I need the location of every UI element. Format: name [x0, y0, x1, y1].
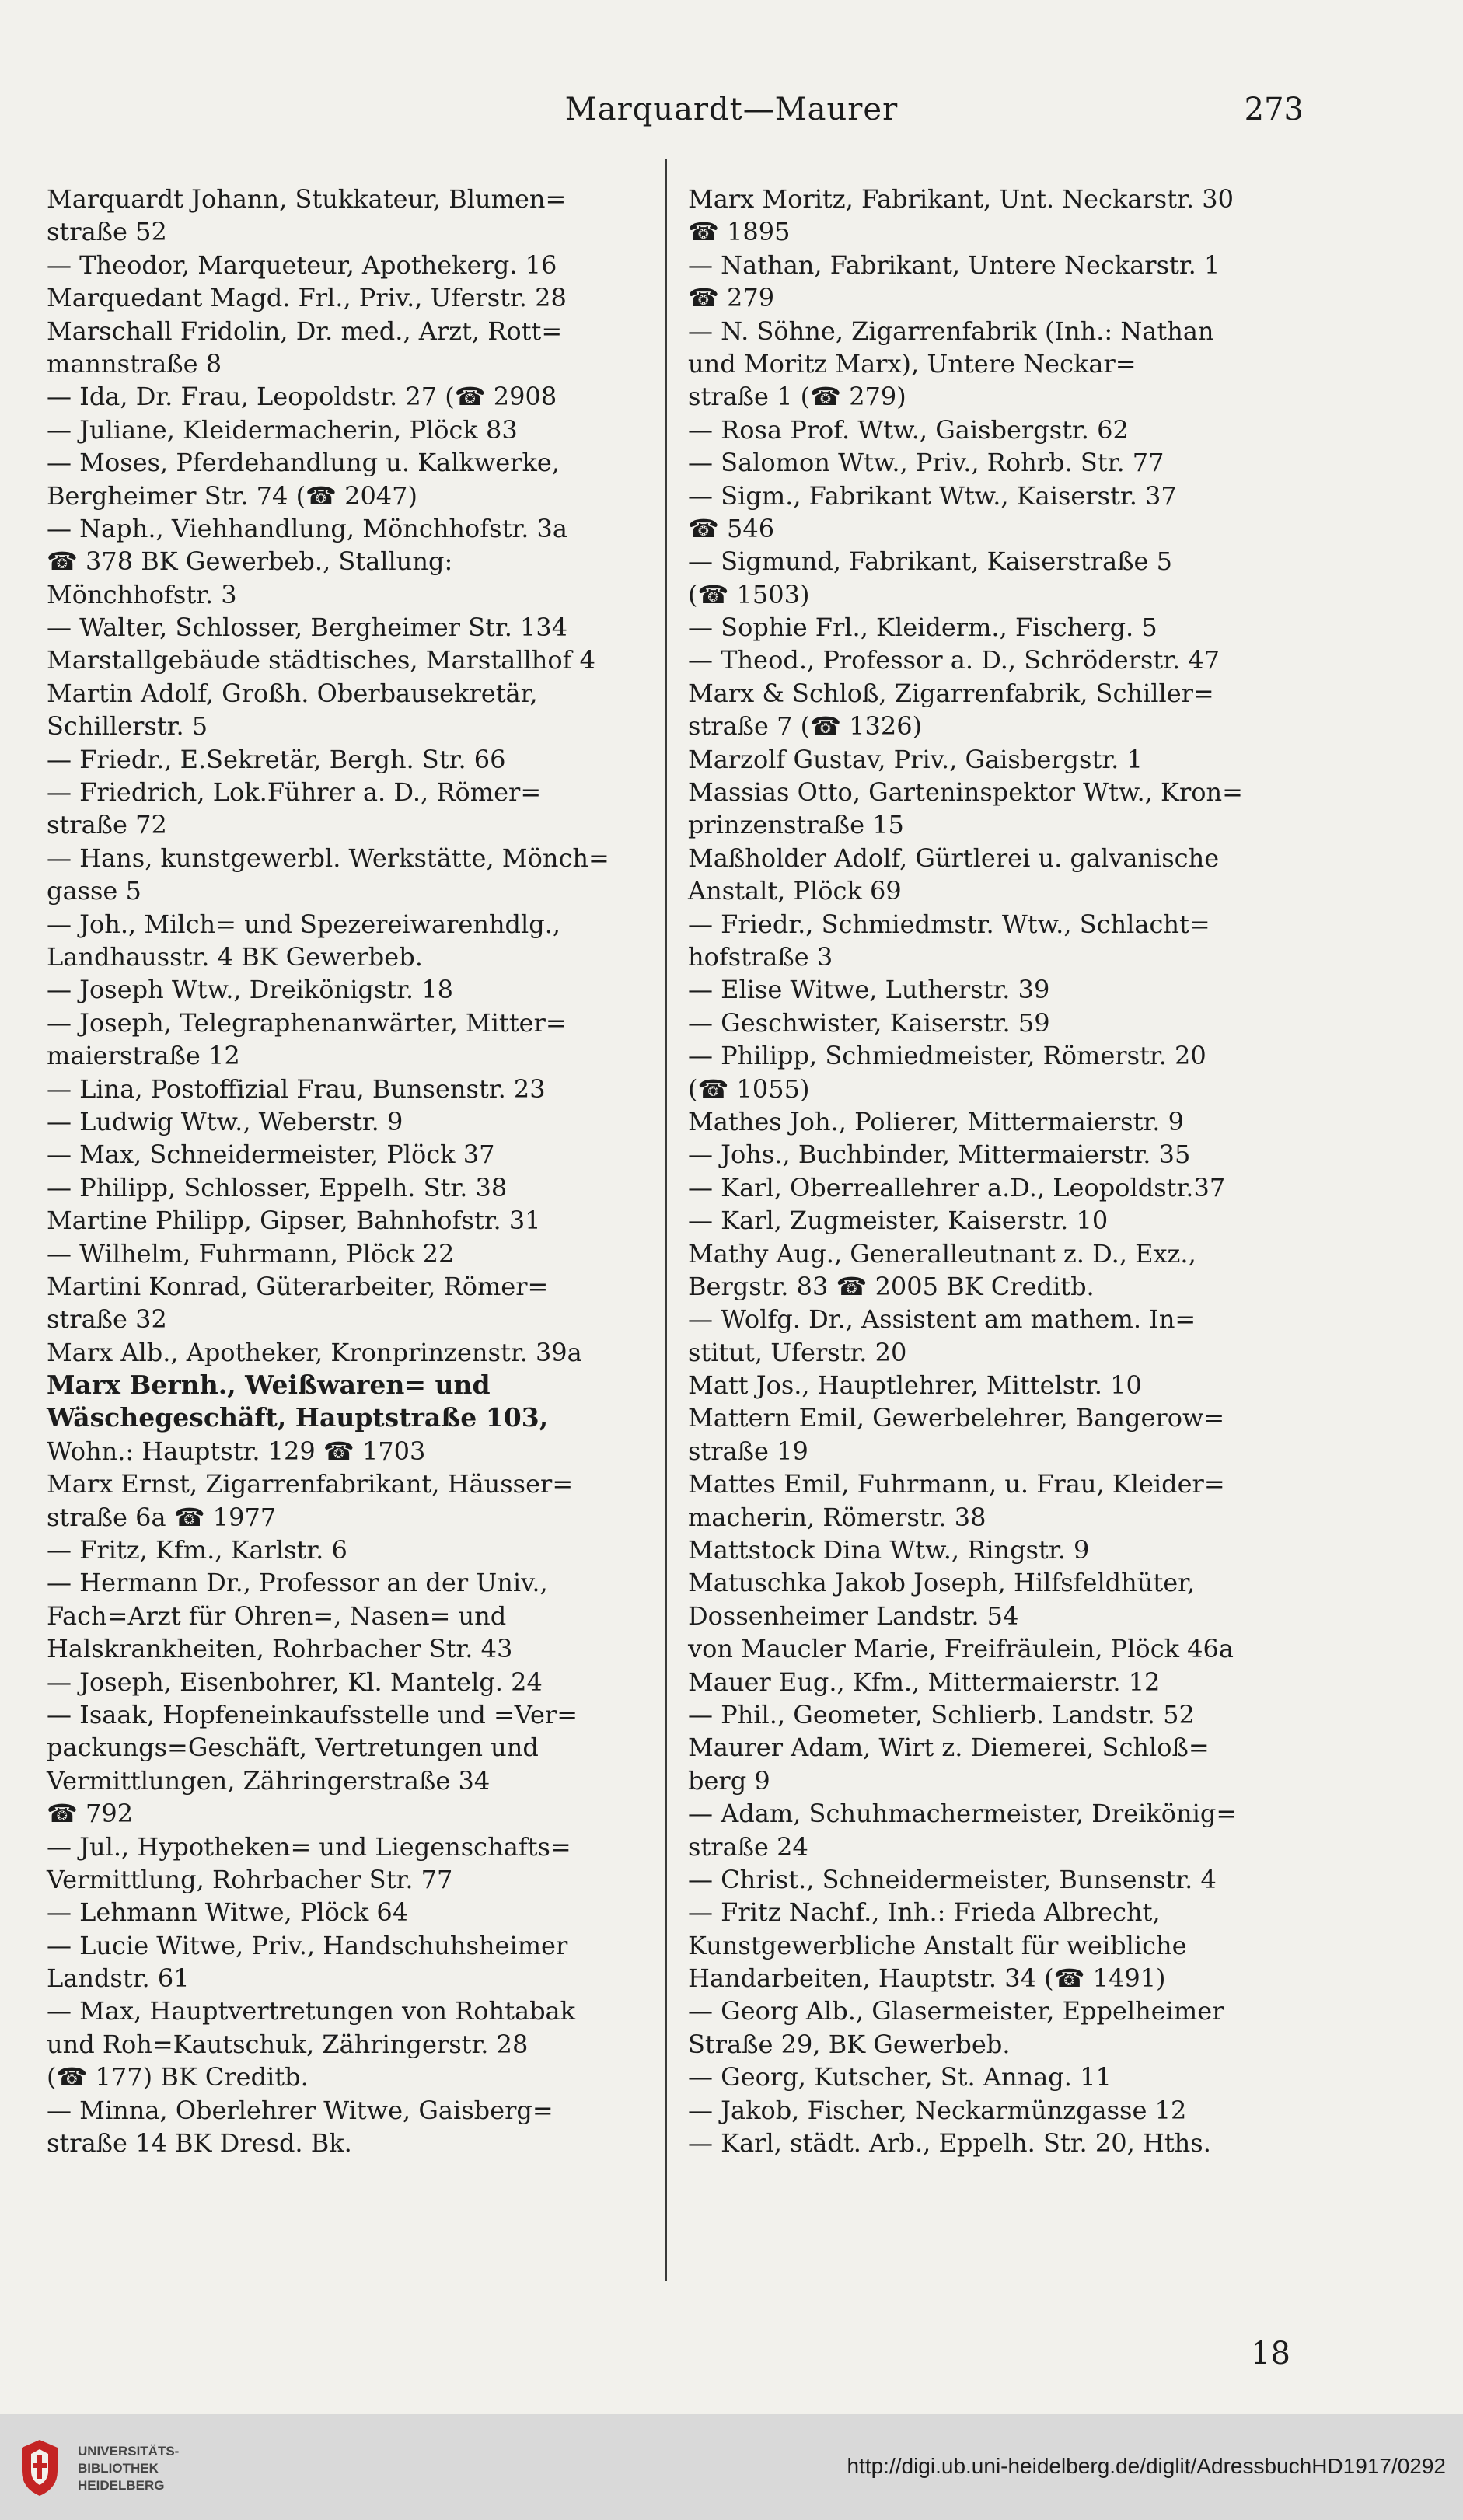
- directory-entry-line: Marzolf Gustav, Priv., Gaisbergstr. 1: [688, 744, 1143, 774]
- directory-entry-line: Mönchhofstr. 3: [47, 579, 237, 609]
- directory-entry-line: — Wilhelm, Fuhrmann, Plöck 22: [47, 1238, 455, 1269]
- university-seal-icon: [17, 2437, 62, 2499]
- directory-entry-line: Vermittlungen, Zähringerstraße 34: [47, 1765, 491, 1796]
- directory-entry-line: — Georg, Kutscher, St. Annag. 11: [688, 2062, 1112, 2092]
- directory-entry-line: — Joh., Milch= und Spezereiwarenhdlg.,: [47, 909, 561, 939]
- directory-entry-line: Schillerstr. 5: [47, 711, 208, 742]
- directory-entry-line: Matuschka Jakob Joseph, Hilfsfeldhüter,: [688, 1568, 1196, 1598]
- directory-entry-line: — Friedr., E.Sekretär, Bergh. Str. 66: [47, 744, 506, 774]
- directory-entry-line: Landstr. 61: [47, 1963, 190, 1994]
- directory-entry-line: Straße 29, BK Gewerbeb.: [688, 2029, 1011, 2059]
- directory-entry-line: — Joseph, Telegraphenanwärter, Mitter=: [47, 1007, 567, 1038]
- directory-entry-line: Marquedant Magd. Frl., Priv., Uferstr. 28: [47, 283, 567, 313]
- directory-entry-line: macherin, Römerstr. 38: [688, 1502, 986, 1532]
- directory-entry-line: — Nathan, Fabrikant, Untere Neckarstr. 1: [688, 250, 1220, 280]
- permalink-url[interactable]: http://digi.ub.uni-heidelberg.de/diglit/AdressbuchHD1917/0292: [847, 2454, 1446, 2478]
- directory-entry-line: — Wolfg. Dr., Assistent am mathem. In=: [688, 1304, 1196, 1335]
- directory-entry-line: Marschall Fridolin, Dr. med., Arzt, Rott=: [47, 316, 563, 346]
- directory-entry-line: — Naph., Viehhandlung, Mönchhofstr. 3a: [47, 513, 567, 543]
- directory-entry-line: Kunstgewerbliche Anstalt für weibliche: [688, 1930, 1187, 1960]
- directory-entry-line: Maurer Adam, Wirt z. Diemerei, Schloß=: [688, 1733, 1210, 1763]
- directory-entry-line: ☎ 1895: [688, 217, 791, 247]
- directory-entry-line: — Max, Hauptvertretungen von Rohtabak: [47, 1996, 576, 2026]
- directory-entry-line: — Johs., Buchbinder, Mittermaierstr. 35: [688, 1140, 1191, 1170]
- directory-entry-line: straße 6a ☎ 1977: [47, 1502, 277, 1532]
- right-column: [688, 183, 1318, 2159]
- directory-entry-line: — Fritz, Kfm., Karlstr. 6: [47, 1535, 347, 1565]
- directory-entry-line: ☎ 546: [688, 513, 775, 543]
- directory-entry-line: — Karl, städt. Arb., Eppelh. Str. 20, Hths.: [688, 2128, 1211, 2159]
- directory-entry-line: Mauer Eug., Kfm., Mittermaierstr. 12: [688, 1667, 1161, 1697]
- directory-entry-line: — Theodor, Marqueteur, Apothekerg. 16: [47, 250, 557, 280]
- directory-entry-line: stitut, Uferstr. 20: [688, 1337, 907, 1367]
- directory-entry-line: — Theod., Professor a. D., Schröderstr. 47: [688, 645, 1220, 675]
- directory-entry-line: Maßholder Adolf, Gürtlerei u. galvanische: [688, 843, 1220, 873]
- directory-entry-line: Marx & Schloß, Zigarrenfabrik, Schiller=: [688, 678, 1214, 708]
- directory-entry-line: straße 52: [47, 217, 167, 247]
- directory-entry-line: Marx Ernst, Zigarrenfabrikant, Häusser=: [47, 1469, 574, 1499]
- directory-entry-line: — Christ., Schneidermeister, Bunsenstr. 4: [688, 1864, 1217, 1894]
- directory-entry-line: — Joseph, Eisenbohrer, Kl. Mantelg. 24: [47, 1667, 543, 1697]
- directory-entry-line: — Salomon Wtw., Priv., Rohrb. Str. 77: [688, 448, 1164, 478]
- directory-entry-line: straße 32: [47, 1304, 167, 1335]
- directory-entry-line: Martini Konrad, Güterarbeiter, Römer=: [47, 1271, 549, 1301]
- directory-entry-line: — Elise Witwe, Lutherstr. 39: [688, 975, 1050, 1005]
- directory-entry-line: — Philipp, Schmiedmeister, Römerstr. 20: [688, 1041, 1206, 1071]
- directory-entry-line: Mathes Joh., Polierer, Mittermaierstr. 9: [688, 1106, 1184, 1136]
- directory-entry-line: Anstalt, Plöck 69: [688, 876, 902, 906]
- directory-entry-line: und Roh=Kautschuk, Zähringerstr. 28: [47, 2029, 529, 2059]
- directory-entry-line: Landhausstr. 4 BK Gewerbeb.: [47, 941, 423, 972]
- directory-entry-line: Wäschegeschäft, Hauptstraße 103,: [47, 1402, 549, 1433]
- page-number: 273: [1244, 92, 1304, 127]
- directory-entry-line: straße 24: [688, 1831, 808, 1862]
- directory-entry-line: und Moritz Marx), Untere Neckar=: [688, 348, 1137, 379]
- directory-entry-line: — Phil., Geometer, Schlierb. Landstr. 52: [688, 1699, 1195, 1729]
- directory-entry-line: Marx Bernh., Weißwaren= und: [47, 1370, 491, 1401]
- directory-entry-line: (☎ 177) BK Creditb.: [47, 2062, 309, 2092]
- directory-entry-line: Handarbeiten, Hauptstr. 34 (☎ 1491): [688, 1963, 1166, 1994]
- library-name-line: HEIDELBERG: [78, 2478, 165, 2493]
- directory-entry-line: Halskrankheiten, Rohrbacher Str. 43: [47, 1634, 513, 1664]
- directory-entry-line: Mattstock Dina Wtw., Ringstr. 9: [688, 1535, 1090, 1565]
- directory-entry-line: prinzenstraße 15: [688, 810, 904, 840]
- directory-entry-line: — Adam, Schuhmachermeister, Dreikönig=: [688, 1799, 1238, 1829]
- directory-entry-line: — Ida, Dr. Frau, Leopoldstr. 27 (☎ 2908: [47, 382, 557, 412]
- library-name-line: UNIVERSITÄTS-: [78, 2444, 180, 2459]
- library-name: [78, 2443, 179, 2494]
- directory-entry-line: — Moses, Pferdehandlung u. Kalkwerke,: [47, 448, 560, 478]
- directory-entry-line: Marstallgebäude städtisches, Marstallhof 4: [47, 645, 595, 675]
- directory-entry-line: straße 19: [688, 1436, 808, 1466]
- directory-entry-line: Mattes Emil, Fuhrmann, u. Frau, Kleider=: [688, 1469, 1225, 1499]
- directory-entry-line: Martin Adolf, Großh. Oberbausekretär,: [47, 678, 538, 708]
- directory-entry-line: — Sigmund, Fabrikant, Kaiserstraße 5: [688, 546, 1172, 577]
- directory-entry-line: Mathy Aug., Generalleutnant z. D., Exz.,: [688, 1238, 1196, 1269]
- directory-entry-line: Matt Jos., Hauptlehrer, Mittelstr. 10: [688, 1370, 1142, 1401]
- directory-entry-line: straße 1 (☎ 279): [688, 382, 906, 412]
- directory-entry-line: maierstraße 12: [47, 1041, 240, 1071]
- directory-entry-line: (☎ 1503): [688, 579, 810, 609]
- library-name-line: BIBLIOTHEK: [78, 2461, 159, 2476]
- directory-entry-line: — Hans, kunstgewerbl. Werkstätte, Mönch=: [47, 843, 609, 873]
- directory-entry-line: (☎ 1055): [688, 1073, 810, 1104]
- left-column: [47, 183, 676, 2159]
- directory-entry-line: von Maucler Marie, Freifräulein, Plöck 46a: [688, 1634, 1234, 1664]
- directory-entry-line: — Sigm., Fabrikant Wtw., Kaiserstr. 37: [688, 480, 1177, 511]
- directory-entry-line: Wohn.: Hauptstr. 129 ☎ 1703: [47, 1436, 426, 1466]
- directory-entry-line: hofstraße 3: [688, 941, 833, 972]
- directory-entry-line: Marquardt Johann, Stukkateur, Blumen=: [47, 184, 567, 214]
- directory-entry-line: — Sophie Frl., Kleiderm., Fischerg. 5: [688, 613, 1157, 643]
- directory-entry-line: — Max, Schneidermeister, Plöck 37: [47, 1140, 495, 1170]
- directory-entry-line: Marx Alb., Apotheker, Kronprinzenstr. 39a: [47, 1337, 582, 1367]
- page-title: Marquardt—Maurer: [564, 92, 899, 127]
- viewer-footer: [0, 2414, 1463, 2520]
- directory-entry-line: — Geschwister, Kaiserstr. 59: [688, 1007, 1050, 1038]
- directory-entry-line: — Georg Alb., Glasermeister, Eppelheimer: [688, 1996, 1224, 2026]
- directory-entry-line: packungs=Geschäft, Vertretungen und: [47, 1733, 539, 1763]
- directory-entry-line: — Philipp, Schlosser, Eppelh. Str. 38: [47, 1172, 508, 1202]
- directory-entry-line: straße 14 BK Dresd. Bk.: [47, 2128, 352, 2159]
- directory-entry-line: — Hermann Dr., Professor an der Univ.,: [47, 1568, 548, 1598]
- directory-entry-line: — Walter, Schlosser, Bergheimer Str. 134: [47, 613, 568, 643]
- directory-entry-line: — Jul., Hypotheken= und Liegenschafts=: [47, 1831, 571, 1862]
- directory-entry-line: Mattern Emil, Gewerbelehrer, Bangerow=: [688, 1403, 1225, 1433]
- directory-entry-line: berg 9: [688, 1765, 770, 1796]
- directory-entry-line: — Minna, Oberlehrer Witwe, Gaisberg=: [47, 2095, 553, 2125]
- directory-entry-line: — Isaak, Hopfeneinkaufsstelle und =Ver=: [47, 1699, 578, 1729]
- directory-entry-line: Dossenheimer Landstr. 54: [688, 1600, 1019, 1631]
- directory-entry-line: — Lehmann Witwe, Plöck 64: [47, 1897, 409, 1928]
- directory-entry-line: — Lina, Postoffizial Frau, Bunsenstr. 23: [47, 1073, 546, 1104]
- directory-entry-line: ☎ 279: [688, 283, 775, 313]
- directory-entry-line: — Joseph Wtw., Dreikönigstr. 18: [47, 975, 453, 1005]
- directory-entry-line: — Friedr., Schmiedmstr. Wtw., Schlacht=: [688, 909, 1210, 939]
- directory-entry-line: — Jakob, Fischer, Neckarmünzgasse 12: [688, 2095, 1187, 2125]
- directory-entry-line: — Juliane, Kleidermacherin, Plöck 83: [47, 414, 518, 445]
- directory-entry-line: Bergstr. 83 ☎ 2005 BK Creditb.: [688, 1271, 1095, 1301]
- directory-entry-line: — Karl, Oberreallehrer a.D., Leopoldstr.37: [688, 1172, 1226, 1202]
- directory-entry-line: straße 7 (☎ 1326): [688, 711, 923, 742]
- directory-entry-line: Martine Philipp, Gipser, Bahnhofstr. 31: [47, 1206, 541, 1236]
- directory-entry-line: — Karl, Zugmeister, Kaiserstr. 10: [688, 1206, 1109, 1236]
- directory-entry-line: — Lucie Witwe, Priv., Handschuhsheimer: [47, 1930, 568, 1960]
- directory-entry-line: ☎ 378 BK Gewerbeb., Stallung:: [47, 546, 453, 577]
- directory-entry-line: — Ludwig Wtw., Weberstr. 9: [47, 1106, 403, 1136]
- directory-entry-line: Vermittlung, Rohrbacher Str. 77: [47, 1864, 453, 1894]
- sheet-mark: 18: [1251, 2336, 1290, 2372]
- directory-entry-line: — Rosa Prof. Wtw., Gaisbergstr. 62: [688, 414, 1129, 445]
- directory-entry-line: — Fritz Nachf., Inh.: Frieda Albrecht,: [688, 1897, 1161, 1928]
- directory-entry-line: gasse 5: [47, 876, 141, 906]
- directory-entry-line: Fach=Arzt für Ohren=, Nasen= und: [47, 1600, 507, 1631]
- directory-entry-line: Massias Otto, Garteninspektor Wtw., Kron=: [688, 777, 1243, 808]
- directory-entry-line: — Friedrich, Lok.Führer a. D., Römer=: [47, 777, 542, 808]
- directory-entry-line: mannstraße 8: [47, 348, 222, 379]
- directory-entry-line: — N. Söhne, Zigarrenfabrik (Inh.: Nathan: [688, 316, 1214, 346]
- directory-entry-line: straße 72: [47, 810, 167, 840]
- directory-entry-line: ☎ 792: [47, 1799, 134, 1829]
- directory-entry-line: Bergheimer Str. 74 (☎ 2047): [47, 480, 417, 511]
- directory-entry-line: Marx Moritz, Fabrikant, Unt. Neckarstr. 30: [688, 184, 1234, 214]
